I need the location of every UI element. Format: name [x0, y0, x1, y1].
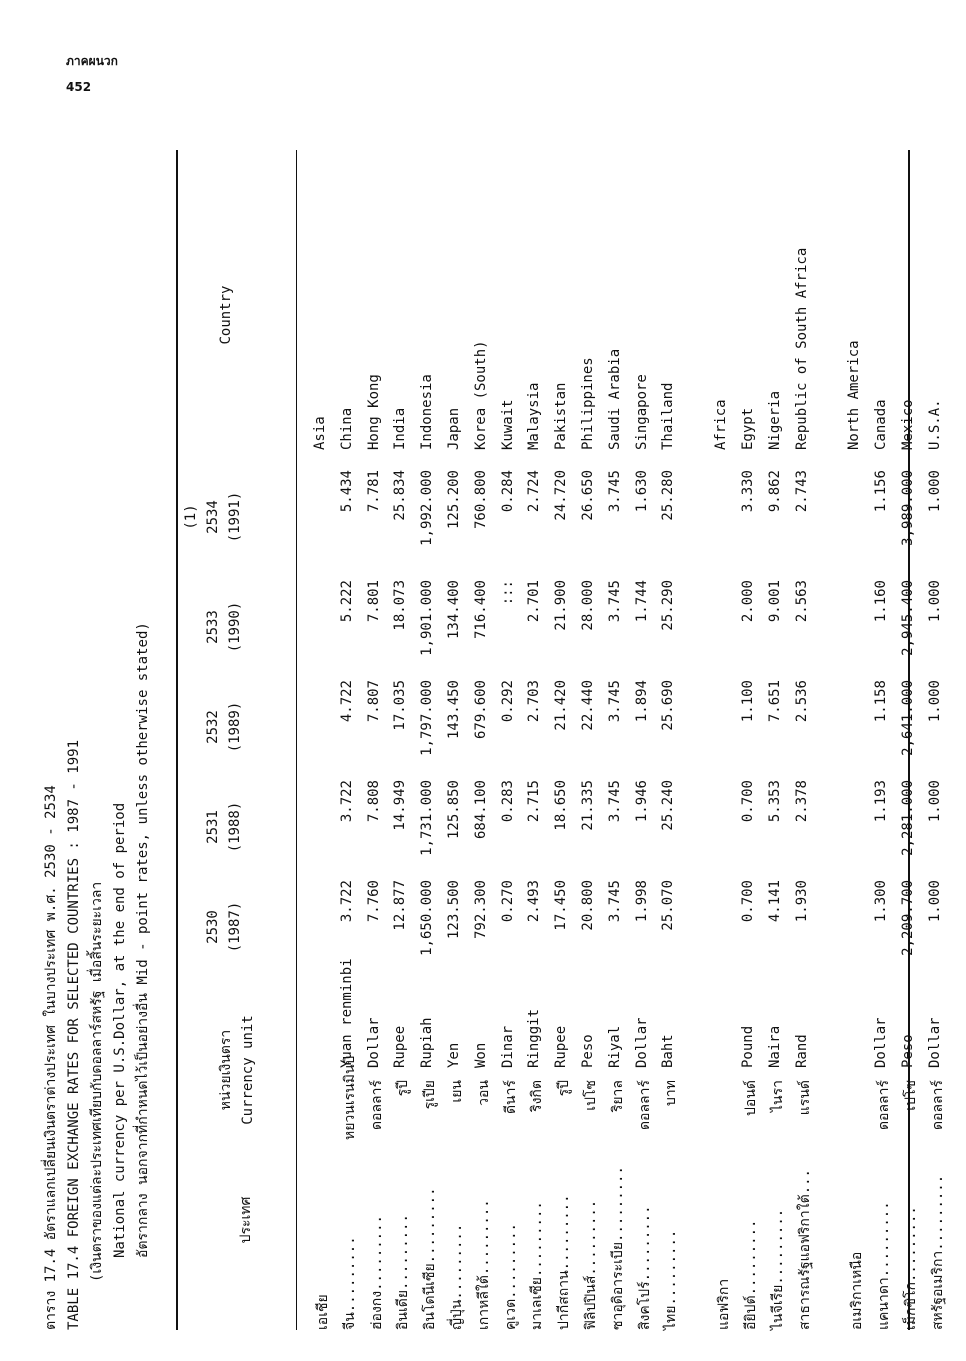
rate-cell: 716.400 [472, 580, 489, 640]
currency-english: Dollar [365, 1017, 382, 1068]
country-thai: ไนจีเรีย......... [769, 1208, 786, 1330]
currency-thai: บาท [663, 1080, 680, 1106]
rate-cell: 21.900 [553, 580, 570, 631]
header-rule [296, 150, 297, 1330]
currency-english: Rupee [392, 1025, 409, 1068]
rate-cell: 1.946 [633, 780, 650, 823]
country-english: Thailand [660, 382, 677, 450]
country-english: Republic of South Africa [793, 247, 810, 450]
rate-cell: 0.292 [499, 680, 516, 723]
country-english: Kuwait [499, 399, 516, 450]
rate-cell: 1,901.000 [419, 580, 436, 656]
rate-cell: 1.000 [926, 680, 943, 723]
rate-cell: 4.141 [766, 880, 783, 923]
rate-cell: 2.563 [793, 580, 810, 623]
rate-cell: 3,989.000 [899, 470, 916, 546]
group-heading-row [842, 150, 869, 1330]
country-english: Egypt [739, 407, 756, 450]
currency-english: Dollar [873, 1017, 890, 1068]
rate-cell: 25.280 [660, 470, 677, 521]
rate-cell: 1.000 [926, 580, 943, 623]
country-thai: อียิปต์......... [742, 1219, 759, 1330]
header-country-english: Country [218, 285, 234, 345]
table-row [335, 150, 362, 1330]
country-thai: ฟิลิปปินส์......... [582, 1199, 599, 1330]
rate-cell: 2,641.000 [899, 680, 916, 756]
country-english: Korea (South) [472, 340, 489, 450]
currency-english: Rand [793, 1034, 810, 1068]
rate-cell: 760.800 [472, 470, 489, 530]
rate-cell: 134.400 [445, 580, 462, 640]
rate-cell: 2.701 [526, 580, 543, 623]
rate-cell: 21.335 [579, 780, 596, 831]
rate-cell: 0.283 [499, 780, 516, 823]
rate-cell: 0.700 [739, 880, 756, 923]
group-spacer [816, 150, 842, 1330]
rate-cell: 25.690 [660, 680, 677, 731]
currency-thai: แรนด์ [796, 1080, 813, 1116]
table-row [763, 150, 790, 1330]
rate-cell: 24.720 [553, 470, 570, 521]
group-name-thai: เอเชีย [315, 1294, 331, 1330]
rate-cell: 0.284 [499, 470, 516, 513]
currency-thai: ไนรา [769, 1080, 786, 1112]
rate-cell: 25.070 [660, 880, 677, 931]
header-year-1988: 2531 (1988) [205, 801, 243, 853]
currency-english: Dollar [633, 1017, 650, 1068]
currency-thai: เปโซ [902, 1080, 919, 1111]
country-thai: มาเลเซีย......... [529, 1201, 546, 1330]
table-row [388, 150, 415, 1330]
currency-english: Pound [739, 1025, 756, 1068]
rate-cell: 1,797.000 [419, 680, 436, 756]
rate-cell: 2.715 [526, 780, 543, 823]
currency-thai: รูปี [556, 1080, 573, 1097]
rate-cell: 1,650.000 [419, 880, 436, 956]
currency-thai: ริยาล [609, 1080, 626, 1113]
currency-english: Yen [445, 1042, 462, 1068]
group-heading-row [308, 150, 335, 1330]
rate-cell: 3.745 [606, 470, 623, 513]
country-thai: อินโดนีเซีย......... [422, 1187, 439, 1330]
rate-cell: 123.500 [445, 880, 462, 940]
country-english: Malaysia [526, 382, 543, 450]
country-english: Indonesia [419, 374, 436, 450]
rate-cell: 26.650 [579, 470, 596, 521]
currency-thai: หยวนเรนมินบิ [341, 1055, 358, 1140]
page-header [66, 48, 118, 100]
currency-thai: รูปี [395, 1080, 412, 1097]
rate-cell: 17.450 [553, 880, 570, 931]
table-row [415, 150, 442, 1330]
country-english: Philippines [579, 357, 596, 450]
rate-cell: 2.743 [793, 470, 810, 513]
rate-cell: 2.378 [793, 780, 810, 823]
table-row [603, 150, 630, 1330]
country-english: Nigeria [766, 390, 783, 450]
table-row [576, 150, 603, 1330]
currency-thai: ดีนาร์ [502, 1080, 519, 1115]
rate-cell: 3.745 [606, 780, 623, 823]
rate-cell: ::: [499, 580, 516, 606]
currency-english: Peso [579, 1034, 596, 1068]
rate-cell: 7.651 [766, 680, 783, 723]
country-english: Singapore [633, 374, 650, 450]
currency-english: Baht [660, 1034, 677, 1068]
group-name-thai: แอฟริกา [716, 1278, 733, 1330]
title-thai: ตาราง 17.4 อัตราแลกเปลี่ยนเงินตราต่างประเทศ ในบางประเทศ พ.ศ. 2530 - 2534 [43, 785, 59, 1330]
table-row [549, 150, 576, 1330]
header-year-1990: 2533 (1990) [205, 601, 243, 653]
rate-cell: 3.330 [739, 470, 756, 513]
rate-cell: 7.801 [365, 580, 382, 623]
currency-english: Ringgit [526, 1008, 543, 1068]
rate-cell: 792.300 [472, 880, 489, 940]
rate-cell: 1.744 [633, 580, 650, 623]
currency-thai: ดอลลาร์ [876, 1080, 893, 1131]
rate-cell: 2.493 [526, 880, 543, 923]
table-row [790, 150, 817, 1330]
currency-english: Won [472, 1042, 489, 1068]
table-titles [40, 622, 155, 1330]
country-thai: คูเวต......... [502, 1223, 519, 1330]
country-thai: ปากีสถาน......... [556, 1194, 573, 1330]
rate-cell: 18.073 [392, 580, 409, 631]
country-english: Canada [873, 399, 890, 450]
rate-cell: 0.700 [739, 780, 756, 823]
country-thai: จีน......... [341, 1236, 358, 1330]
rate-cell: 2.703 [526, 680, 543, 723]
table-row [469, 150, 496, 1330]
section-label: ภาคผนวก [66, 54, 118, 68]
currency-thai: รูเปีย [422, 1080, 439, 1110]
currency-english: Riyal [606, 1025, 623, 1068]
country-thai: เกาหลีใต้......... [475, 1199, 492, 1330]
rate-cell: 125.850 [445, 780, 462, 840]
rate-cell: 5.353 [766, 780, 783, 823]
rate-cell: 1.193 [873, 780, 890, 823]
country-english: India [392, 407, 409, 450]
group-name-thai: อเมริกาเหนือ [849, 1251, 866, 1330]
currency-thai: ปอนด์ [742, 1080, 759, 1116]
currency-english: Yuan renminbi [338, 958, 355, 1068]
rate-cell: 9.001 [766, 580, 783, 623]
group-heading-row [709, 150, 736, 1330]
header-currency: หน่วยเงินตรา Currency unit [218, 1015, 256, 1125]
country-thai: เม็กซิโก......... [902, 1206, 919, 1330]
table-row [442, 150, 469, 1330]
table-row [496, 150, 523, 1330]
rate-cell: 17.035 [392, 680, 409, 731]
rate-cell: 3.745 [606, 880, 623, 923]
rate-cell: 684.100 [472, 780, 489, 840]
rate-cell: 21.420 [553, 680, 570, 731]
table-row [630, 150, 657, 1330]
country-english: Mexico [899, 399, 916, 450]
rate-cell: 1.930 [793, 880, 810, 923]
table-row [362, 150, 389, 1330]
rate-cell: 18.650 [553, 780, 570, 831]
rate-cell: 1.158 [873, 680, 890, 723]
table-body [308, 150, 950, 1330]
country-english: Japan [445, 407, 462, 450]
group-name-english: North America [846, 340, 863, 450]
rate-cell: 5.222 [338, 580, 355, 623]
rate-cell: 2.724 [526, 470, 543, 513]
table-row [736, 150, 763, 1330]
rate-cell: 2.000 [739, 580, 756, 623]
rate-cell: 679.600 [472, 680, 489, 740]
rate-cell: 1.160 [873, 580, 890, 623]
currency-thai: ดอลลาร์ [368, 1080, 385, 1131]
header-country-thai: ประเทศ [238, 1196, 254, 1244]
rate-cell: 9.862 [766, 470, 783, 513]
rate-cell: 1,731.000 [419, 780, 436, 856]
country-english: Hong Kong [365, 374, 382, 450]
rate-cell: 22.440 [579, 680, 596, 731]
header-year-1989: 2532 (1989) [205, 701, 243, 753]
rate-cell: 0.270 [499, 880, 516, 923]
country-thai: ซาอุดิอาระเบีย......... [609, 1166, 626, 1330]
rate-cell: 4.722 [338, 680, 355, 723]
country-thai: ฮ่องกง......... [368, 1215, 385, 1330]
table-row [522, 150, 549, 1330]
rate-cell: 143.450 [445, 680, 462, 740]
currency-thai: ดอลลาร์ [929, 1080, 946, 1131]
rate-cell: 1.998 [633, 880, 650, 923]
rate-cell: 28.000 [579, 580, 596, 631]
table-row [869, 150, 896, 1330]
title-english: TABLE 17.4 FOREIGN EXCHANGE RATES FOR SELECTED COUNTRIES : 1987 - 1991 [66, 739, 82, 1330]
rate-cell: 12.877 [392, 880, 409, 931]
currency-thai: ดอลลาร์ [636, 1080, 653, 1131]
page-number: 452 [66, 80, 92, 94]
currency-thai: เปโซ [582, 1080, 599, 1111]
rate-cell: 25.240 [660, 780, 677, 831]
table-row [656, 150, 683, 1330]
top-rule [176, 150, 178, 1330]
rate-cell: 1.000 [926, 470, 943, 513]
country-thai: แคนาดา......... [876, 1201, 893, 1330]
rate-cell: 25.290 [660, 580, 677, 631]
rate-cell: 1.894 [633, 680, 650, 723]
rotated-table [40, 150, 946, 1330]
rate-cell: 2,945.400 [899, 580, 916, 656]
rate-cell: 1.300 [873, 880, 890, 923]
rate-cell: 14.949 [392, 780, 409, 831]
rate-cell: 3.745 [606, 580, 623, 623]
rate-cell: 20.800 [579, 880, 596, 931]
country-thai: ไทย......... [663, 1229, 680, 1330]
rate-cell: 1,992.000 [419, 470, 436, 546]
rate-cell: 7.760 [365, 880, 382, 923]
currency-english: Dinar [499, 1025, 516, 1068]
rate-cell: 125.200 [445, 470, 462, 530]
currency-english: Peso [899, 1034, 916, 1068]
country-thai: สิงคโปร์......... [636, 1205, 653, 1330]
currency-english: Naira [766, 1025, 783, 1068]
rate-cell: 3.722 [338, 880, 355, 923]
country-thai: สหรัฐอเมริกา......... [929, 1174, 946, 1330]
country-english: Saudi Arabia [606, 348, 623, 450]
rate-cell: 3.722 [338, 780, 355, 823]
rate-cell: 2,281.000 [899, 780, 916, 856]
rate-cell: 2.536 [793, 680, 810, 723]
note-english: National currency per U.S.Dollar, at the end of period [112, 802, 128, 1258]
rate-cell: 1.156 [873, 470, 890, 513]
rate-cell: 5.434 [338, 470, 355, 513]
table-row [923, 150, 950, 1330]
currency-thai: วอน [475, 1080, 492, 1106]
country-thai: ญี่ปุ่น......... [448, 1223, 465, 1330]
group-name-english: Africa [713, 399, 730, 450]
country-english: China [338, 407, 355, 450]
note-thai: (เงินตราของแต่ละประเทศเทียบกับดอลลาร์สหรัฐ เมื่อสิ้นระยะเวลา [89, 881, 105, 1282]
country-thai: สาธารณรัฐแอฟริกาใต้... [796, 1169, 813, 1330]
rate-cell: 1.000 [926, 780, 943, 823]
rate-cell: 7.807 [365, 680, 382, 723]
group-name-english: Asia [312, 416, 328, 450]
country-english: Pakistan [553, 382, 570, 450]
rate-cell: 2,209.700 [899, 880, 916, 956]
header-year-1991: (1) 2534 (1991) [183, 491, 243, 543]
header-year-1987: 2530 (1987) [205, 901, 243, 953]
rate-cell: 1.630 [633, 470, 650, 513]
rate-cell: 1.000 [926, 880, 943, 923]
rate-cell: 7.781 [365, 470, 382, 513]
country-english: U.S.A. [926, 399, 943, 450]
currency-english: Rupee [553, 1025, 570, 1068]
currency-english: Rupiah [419, 1017, 436, 1068]
currency-english: Dollar [926, 1017, 943, 1068]
note-midpoint: อัตรากลาง นอกจากที่กำหนดไว้เป็นอย่างอื่น Mid - point rates, unless otherwise stated) [135, 622, 151, 1258]
currency-thai: เยน [448, 1080, 465, 1103]
country-thai: อินเดีย......... [395, 1214, 412, 1330]
rate-cell: 1.100 [739, 680, 756, 723]
currency-thai: ริงกิต [529, 1080, 546, 1112]
bottom-rule [908, 150, 910, 1330]
rate-cell: 25.834 [392, 470, 409, 521]
rate-cell: 7.808 [365, 780, 382, 823]
group-spacer [683, 150, 709, 1330]
rate-cell: 3.745 [606, 680, 623, 723]
